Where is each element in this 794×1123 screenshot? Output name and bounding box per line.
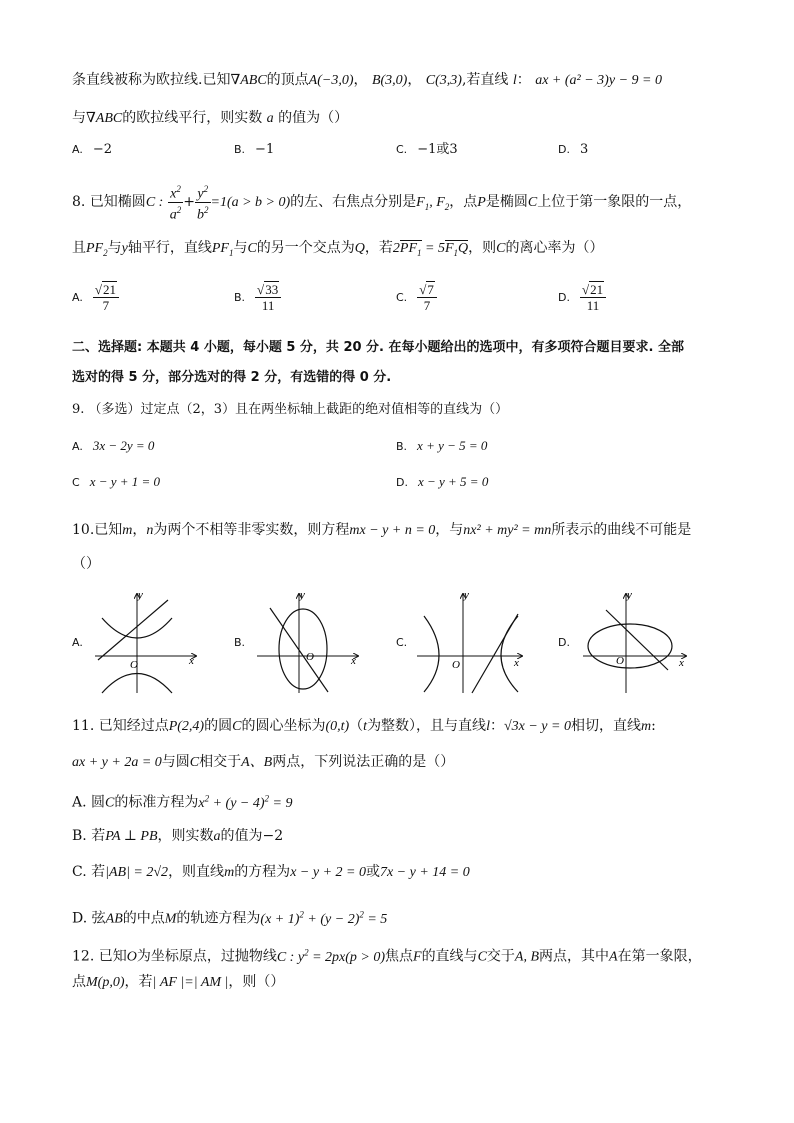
q11-option-a: A. 圆C的标准方程为$x^2 + (y - 4)^2 = 9$ [72,793,293,811]
q11-text: C. 若 [72,864,106,880]
option-label: C. [396,143,408,156]
q7-line-2 [72,108,348,129]
q11-text: 的标准方程为 [114,794,199,811]
q9-option-b [396,436,487,457]
q8-text: ，点 [449,194,478,211]
q8-line-1: 8. 已知椭圆C : $\frac{x^2}{a^2}$ + $\frac{y^2}{b^2}$ =1(a > b > 0)的左、右焦点分别是$F_1$, $F_2$，点P是椭圆C上位于第一象限的一点， [72,184,692,223]
option-text: −1或3 [417,142,458,157]
graph-label-a: A. [72,636,83,649]
q11-option-d: D. 弦AB的中点M的轨迹方程为$(x + 1)^2 + (y - 2)^2 = 5$ [72,909,388,927]
q7-option-d [558,140,588,160]
svg-text:O: O [616,655,624,667]
q11-text: 的轨迹方程为 [176,910,261,927]
q8-text: ，若 [364,240,393,256]
triangle-label: ∇ABC [230,73,267,88]
q11-text: 的方程为 [234,864,291,880]
q10-text: ，与 [435,522,464,538]
q10-text: 所表示的曲线不可能是 [551,522,692,538]
q12-text: 交于 [486,948,515,965]
q8-text: 且 [72,240,86,256]
q8-text: 是椭圆 [485,194,528,211]
q11-text: ，则直线 [168,864,225,880]
q12-text: 在第一象限， [617,948,702,965]
q7-text: 若直线 [466,72,509,88]
q7-option-a [72,140,112,160]
svg-text:x: x [189,655,194,667]
q8-text: 与 [107,240,122,256]
svg-text:O: O [306,651,314,663]
graph-d-horizontal-ellipse [578,588,728,698]
line-equation: mx − y + n = 0 [349,523,436,538]
q11-option-b: B. 若PA ⊥ PB，则实数a的值为−2 [72,828,284,844]
option-label: B. [234,143,246,156]
svg-text:y: y [627,589,632,601]
option-text: 3 [579,142,589,157]
q10-line-2: （） [72,556,100,572]
q8-text: 的另一个交点为 [256,240,355,256]
option-label: D. [396,476,408,489]
point-b: B(3,0) [371,73,408,88]
option-text: −2 [92,142,112,157]
section-2-header-line-2: 选对的得 5 分，部分选对的得 2 分，有选错的得 0 分. [72,370,392,385]
option-text: x − y + 1 = 0 [89,474,161,489]
q11-text: A. 圆 [72,794,106,811]
option-text: −1 [255,142,275,157]
line-name: l [512,73,517,88]
option-label: C. [396,291,408,304]
q8-line-2: 且$PF_2$与y轴平行，直线$PF_1$与C的另一个交点为Q，若$2PF_1 = 5F_1Q$，则C的离心率为（） [72,238,604,263]
option-label: D. [558,291,570,304]
q8-text: ，则 [468,240,497,256]
section-2-header-line-1: 二、选择题: 本题共 4 小题，每小题 5 分，共 20 分. 在每小题给出的选项中，有多项符合题目要求. 全部 [72,340,684,355]
curve-equation: nx² + my² = mn [463,523,552,538]
q11-text: ，则实数 [157,828,214,844]
q9-option-a [72,436,154,457]
q8-option-a: A. $\frac{√21}{7}$ [72,282,119,313]
q11-text: 的中点 [122,910,165,927]
q11-text: 两点，下列说法正确的是（） [272,754,455,770]
q11-text: （ [349,718,364,734]
svg-text:O: O [130,659,138,671]
q11-text: 相切，直线 [570,718,641,734]
graph-label-b: B. [234,636,246,649]
svg-text:x: x [514,657,519,669]
option-label: C [72,476,80,489]
q11-text: B. 若 [72,828,106,844]
q11-line-1: 11. 已知经过点P(2,4)的圆C的圆心坐标为(0,t)（t为整数），且与直线l：√3x − y = 0相切，直线m: [72,718,656,734]
q11-text: 与圆 [161,754,190,770]
q10-text: 已知 [94,522,123,538]
variable-a: a [266,111,274,126]
q11-text: 或 [365,864,380,880]
option-label: A. [72,440,83,453]
q7-option-c [396,140,458,160]
x2-over-a2: $\frac{x^2}{a^2}$ [169,184,182,223]
q12-text: 为坐标原点，过抛物线 [136,948,277,965]
q12-text: 12. 已知 [72,948,127,965]
q8-option-b: B. $\frac{√33}{11}$ [234,282,281,313]
graph-c-horizontal-hyperbola [412,588,562,698]
q11-text: 的圆心坐标为 [241,718,326,734]
q8-option-c: C. $\frac{√7}{7}$ [396,282,437,313]
q8-text: 上位于第一象限的一点， [537,194,692,211]
option-label: B. [396,440,408,453]
svg-text:x: x [679,657,684,669]
svg-text:y: y [300,589,305,601]
point-p: P(2,4) [168,719,205,734]
q8-text: 与 [233,240,248,256]
q7-text: 的欧拉线平行，则实数 [122,110,263,126]
q12-line-1: 12. 已知O为坐标原点，过抛物线C : $y^2 = 2px(p > 0)$焦点F的直线与C交于A, B两点，其中A在第一象限， [72,947,702,965]
q10-text: 为两个不相等非零实数，则方程 [153,522,350,538]
q11-text: D. 弦 [72,910,106,927]
q7-line-1: 条直线被称为欧拉线.已知∇ABC的顶点A(−3,0)， B(3,0)， C(3,3),若直线 l： ax + (a² − 3)y − 9 = 0 [72,72,662,88]
option-text: 3x − 2y = 0 [92,438,155,453]
q12-text: 的直线与 [421,948,478,965]
ellipse-name: C : [145,195,164,211]
graph-label-c: C. [396,636,408,649]
q11-text: 的值为−2 [220,828,284,844]
q8-text: 已知椭圆 [89,194,146,211]
q7-option-b [234,140,274,160]
option-text: x + y − 5 = 0 [417,438,488,453]
q12-text: ，则（） [228,974,285,990]
question-number: 10. [72,522,95,538]
graph-b-vertical-ellipse [252,588,402,698]
q7-text: 与 [72,110,86,126]
q10-line-1: 10.已知m，n为两个不相等非零实数，则方程mx − y + n = 0，与nx² + my² = mn所表示的曲线不可能是 [72,522,692,538]
vector-equation: $2PF_1 = 5F_1Q$ [393,241,468,256]
q9-option-d [396,472,488,493]
q11-text: 11. 已知经过点 [72,718,169,734]
graph-a-hyperbola [90,588,240,698]
q9-option-c [72,472,160,493]
y2-over-b2: $\frac{y^2}{b^2}$ [197,184,209,223]
q7-text: 条直线被称为欧拉线.已知 [72,72,231,88]
point-a: A(−3,0) [308,73,354,88]
q8-option-d: D. $\frac{√21}{11}$ [558,282,606,313]
option-text: x − y + 5 = 0 [417,474,489,489]
q11-text: 相交于 [199,754,242,770]
option-label: D. [558,143,570,156]
q9-stem: 9. （多选）过定点（2，3）且在两坐标轴上截距的绝对值相等的直线为（） [72,402,509,417]
triangle-label: ∇ABC [86,111,123,126]
question-number: 8. [72,194,86,211]
q7-text: 的顶点 [266,72,309,88]
svg-text:y: y [138,589,143,601]
q12-line-2: 点M(p,0)，若| AF |=| AM |，则（） [72,974,285,990]
svg-text:x: x [351,655,356,667]
circle-center: (0,t) [325,719,350,734]
point-c: C(3,3) [425,73,462,88]
q11-line-2: ax + y + 2a = 0与圆C相交于A、B两点，下列说法正确的是（） [72,754,455,770]
q11-text: 为整数），且与直线 [367,718,487,734]
svg-text:y: y [464,589,469,601]
q12-text: 两点，其中 [539,948,610,965]
q8-text: 轴平行，直线 [127,240,212,256]
q12-text: ，若 [124,974,153,990]
line-equation: ax + (a² − 3)y − 9 = 0 [535,73,662,88]
option-label: A. [72,291,83,304]
svg-text:O: O [452,659,460,671]
q11-option-c: C. 若|AB| = 2√2，则直线m的方程为x − y + 2 = 0或7x − y + 14 = 0 [72,864,470,880]
q12-text: 焦点 [385,948,413,965]
q11-text: 的圆 [204,718,233,734]
q7-text: 的值为（） [278,110,349,126]
q12-text: 点 [72,974,86,990]
q10-text: ， [132,522,147,538]
graph-label-d: D. [558,636,570,649]
foci: $F_1$, $F_2$ [416,195,450,212]
option-label: B. [234,291,246,304]
q8-text: 的左、右焦点分别是 [290,194,417,211]
option-label: A. [72,143,83,156]
q8-text: 的离心率为（） [505,240,604,256]
